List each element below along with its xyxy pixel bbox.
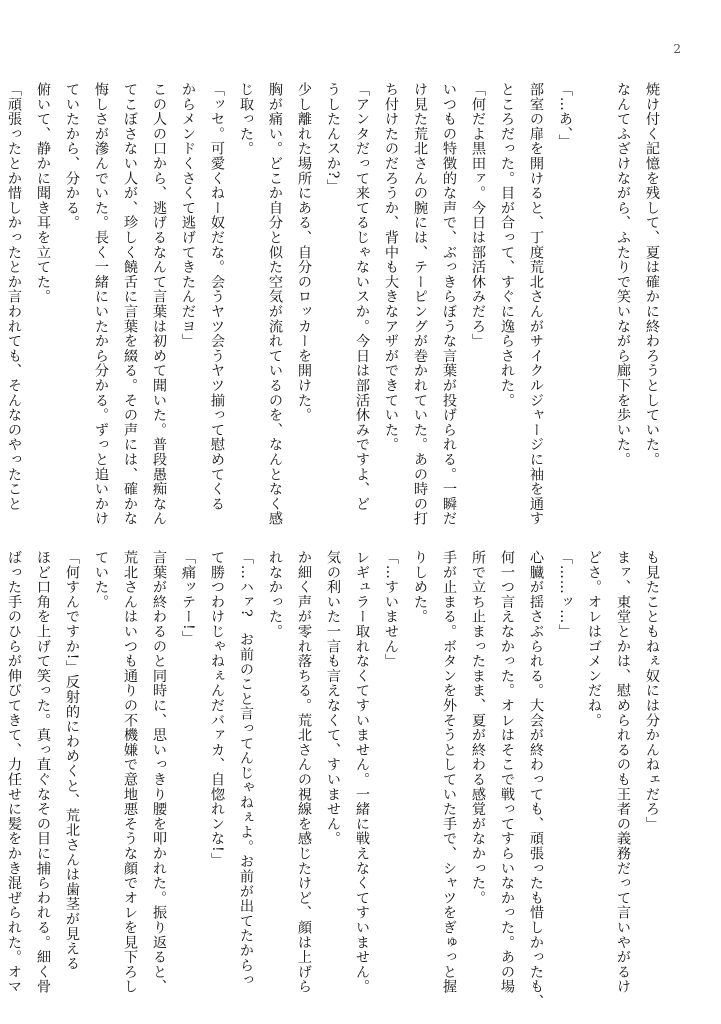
text-line: 手が止まる。ボタンを外そうとしていた手で、シャツをぎゅっと握 <box>441 550 457 994</box>
text-line: 「…あ、」 <box>557 82 573 149</box>
text-line: 焼け付く記憶を残して、夏は確かに終わろうとしていた。 <box>644 82 660 467</box>
text-line: まァ、東堂とかは、慰められるのも王者の義務だって言いやがるけ <box>615 550 631 994</box>
text-line: この人の口から、逃げるなんて言葉は初めて聞いた。普段愚痴なん <box>151 82 167 526</box>
text-line: 「…ハァ? お前のこと言ってんじゃねぇよ。お前が出てたからっ <box>238 550 254 988</box>
text-line: 所で立ち止まったまま、夏が終わる感覚がなかった。 <box>470 550 486 906</box>
text-line: 「アンタだって来てるじゃないスか。今日は部活休みですよ、ど <box>354 82 370 512</box>
text-line: も見たこともねぇ奴には分かんねェだろ」 <box>644 550 660 832</box>
text-line: じ取った。 <box>238 82 254 156</box>
text-line: 気の利いた一言も言えなくて、すいません。 <box>325 550 341 846</box>
text-line: か細く声が零れ落ちる。荒北さんの視線を感じたけど、顔は上げら <box>296 550 312 994</box>
text-line: てこぼさない人が、珍しく饒舌に言葉を綴る。その声には、確かな <box>122 82 138 526</box>
text-line: 「何すんですか!」反射的にわめくと、荒北さんは歯茎が見える <box>64 550 80 971</box>
text-line: りしめた。 <box>412 550 428 624</box>
text-line: 「……ッ…」 <box>557 550 573 639</box>
text-line: レギュラー取れなくてすいません。一緒に戦えなくてすいません。 <box>354 550 370 994</box>
text-line: 悔しさが滲んでいた。長く一緒にいたから分かる。ずっと追いかけ <box>93 82 109 526</box>
text-line: ていたから、分かる。 <box>64 82 80 230</box>
text-line: ち付けたのだろうか、背中も大きなアザができていた。 <box>383 82 399 452</box>
lower-text-block <box>6 550 666 1009</box>
page-number: 2 <box>673 42 681 56</box>
text-line: 荒北さんはいつも通りの不機嫌で意地悪そうな顔でオレを見下ろし <box>122 550 138 994</box>
text-line: て勝つわけじゃねぇんだバァカ、自惚れンな!」 <box>209 550 225 868</box>
text-line: ていた。 <box>93 550 109 610</box>
text-line: ほど口角を上げて笑った。真っ直ぐなその目に捕らわれる。細く骨 <box>35 550 51 994</box>
text-line: いつもの特徴的な声で、ぶっきらぼうな言葉が投げられる。一瞬だ <box>441 82 457 526</box>
upper-text-block <box>6 82 666 526</box>
text-line: うしたんスか?」 <box>325 82 341 194</box>
text-line: 言葉が終わるのと同時に、思いっきり腰を叩かれた。振り返ると、 <box>151 550 167 994</box>
text-line: れなかった。 <box>267 550 283 639</box>
text-line: 何一つ言えなかった。オレはそこで戦ってすらいなかった。あの場 <box>499 550 515 994</box>
text-line: 「頑張ったとか惜しかったとか言われても、そんなのやったこと <box>6 82 22 512</box>
text-line: からメンドくさくて逃げてきたんだヨ」 <box>180 82 196 349</box>
text-line: 心臓が揺さぶられる。大会が終わっても、頑張ったも惜しかったも、 <box>528 550 544 1009</box>
text-line: 「ッセ。可愛くねー奴だな。会うヤツ会うヤツ揃って慰めてくる <box>209 82 225 512</box>
text-line <box>579 82 608 502</box>
text-line: 「…すいません」 <box>383 550 399 669</box>
text-line: 部室の扉を開けると、丁度荒北さんがサイクルジャージに袖を通す <box>528 82 544 526</box>
text-line: 胸が痛い。どこか自分と似た空気が流れているのを、なんとなく感 <box>267 82 283 526</box>
text-line: 「何だよ黒田ァ。今日は部活休みだろ」 <box>470 82 486 349</box>
text-line: け見た荒北さんの腕には、テーピングが巻かれていた。あの時の打 <box>412 82 428 526</box>
text-line: ばった手のひらが伸びてきて、力任せに髪をかき混ぜられた。オマ <box>6 550 22 994</box>
text-line: 少し離れた場所にある、自分のロッカーを開けた。 <box>296 82 312 423</box>
text-line: 俯いて、静かに聞き耳を立てた。 <box>35 82 51 304</box>
text-line: どさ。オレはゴメンだね。 <box>586 550 602 728</box>
text-line: ところだった。目が合って、すぐに逸らされた。 <box>499 82 515 408</box>
text-line: 「痛ッテー!」 <box>180 550 196 646</box>
text-line: なんてふざけながら、ふたりで笑いながら廊下を歩いた。 <box>615 82 631 467</box>
